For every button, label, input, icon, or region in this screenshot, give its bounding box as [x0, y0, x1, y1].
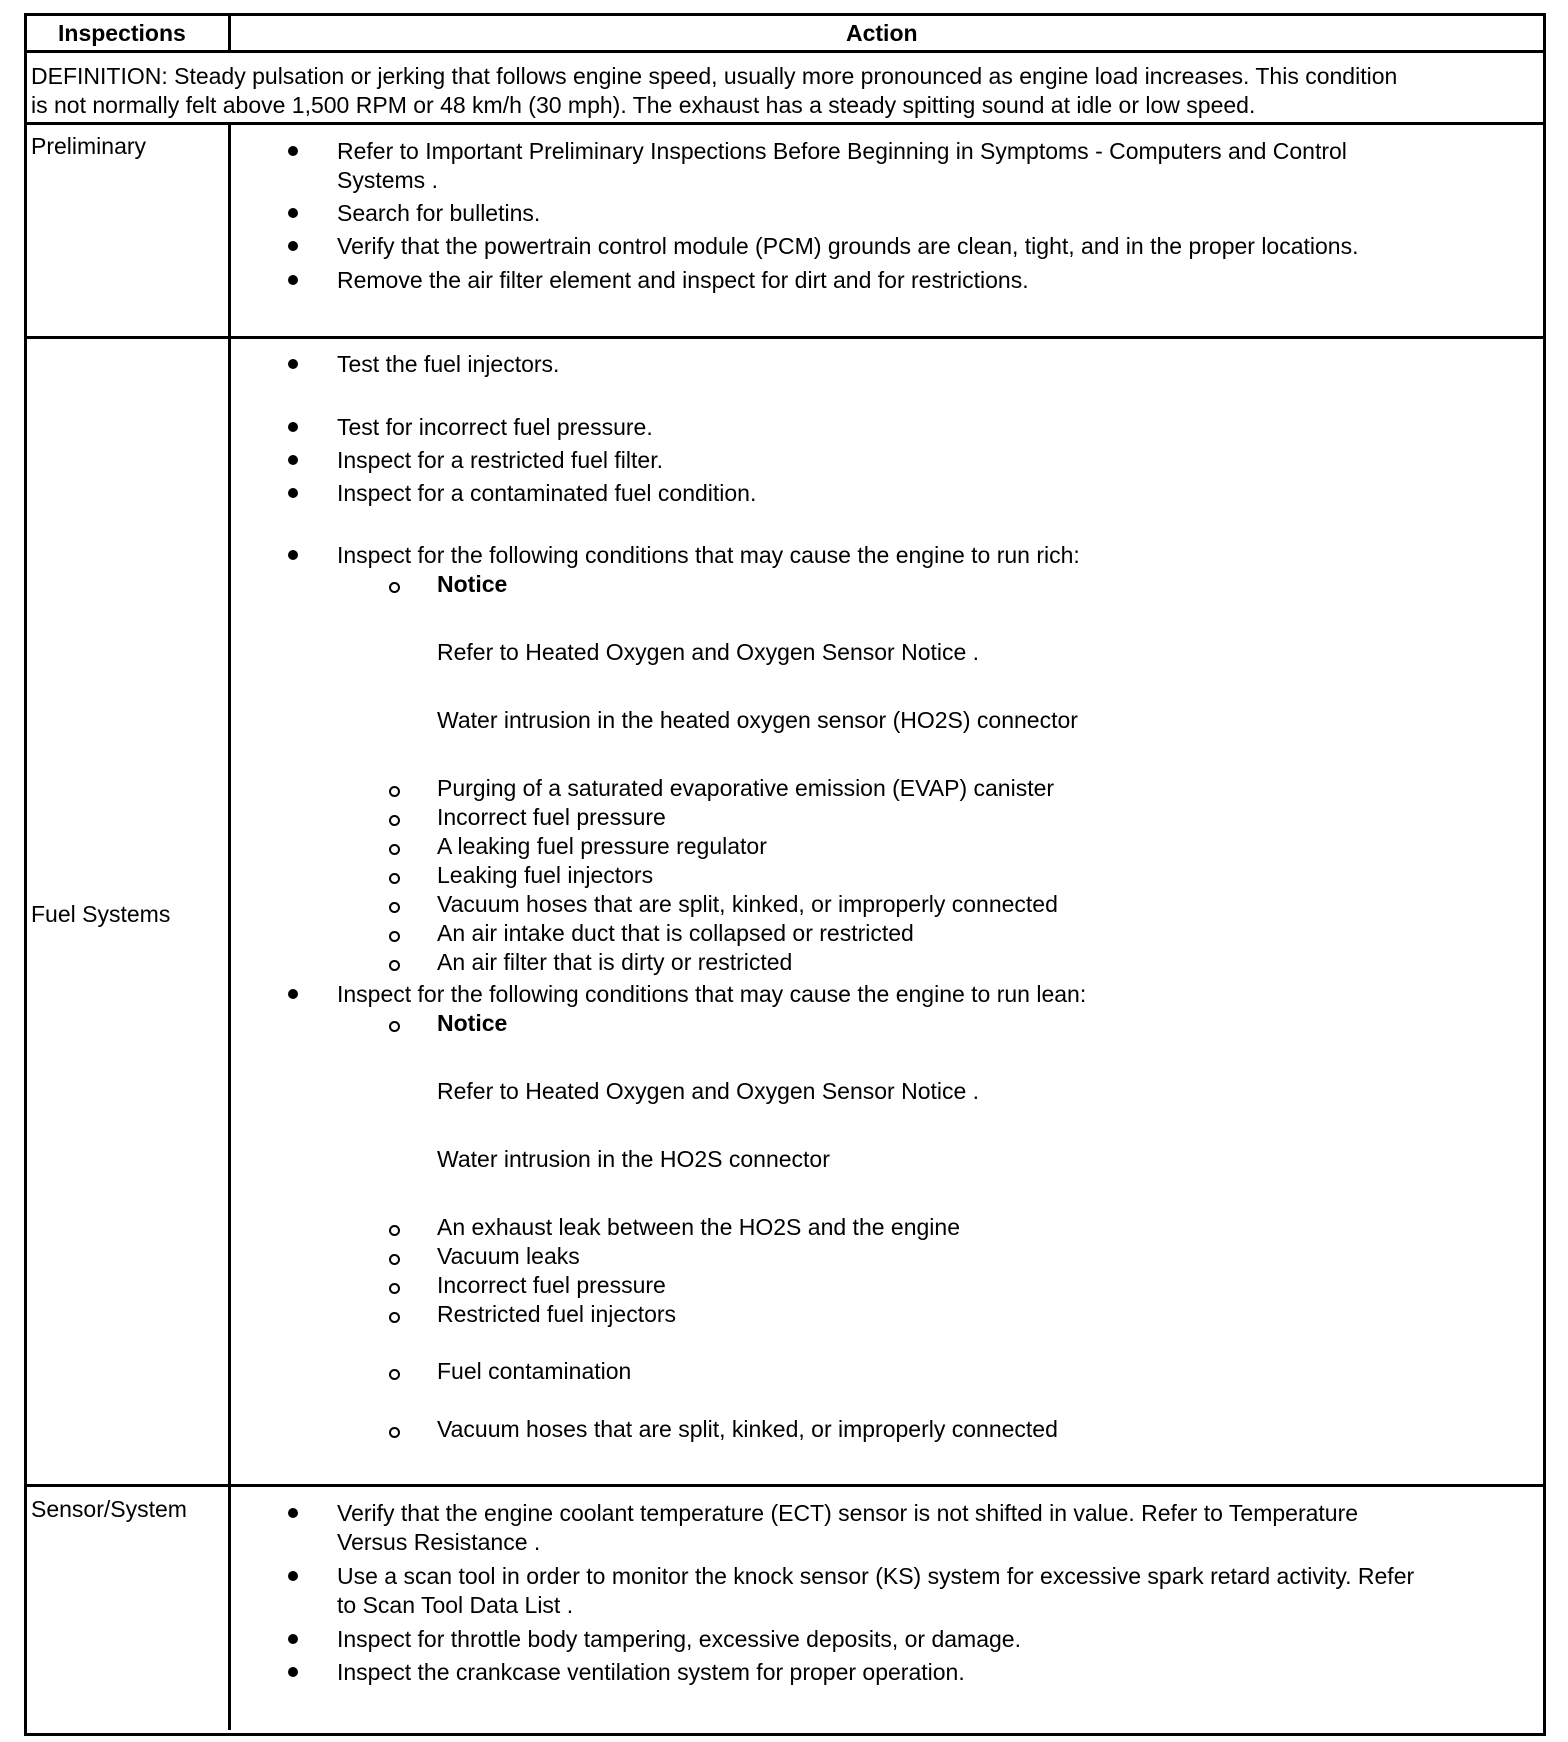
circle-bullet-icon — [389, 902, 400, 913]
bullet-icon — [288, 488, 298, 498]
bullet-icon — [288, 1508, 298, 1518]
list-item: Inspect for the following conditions that may cause the engine to run lean: — [337, 981, 1087, 1007]
circle-bullet-icon — [389, 873, 400, 884]
list-item: An air intake duct that is collapsed or restricted — [437, 920, 914, 946]
circle-bullet-icon — [389, 1283, 400, 1294]
header-action: Action — [846, 20, 918, 46]
notice-text: Water intrusion in the HO2S connector — [437, 1146, 830, 1172]
list-item: Inspect for throttle body tampering, excessive deposits, or damage. — [337, 1626, 1021, 1652]
column-divider — [228, 124, 231, 1730]
list-item: An air filter that is dirty or restricted — [437, 949, 793, 975]
list-item: Inspect for a restricted fuel filter. — [337, 447, 663, 473]
circle-bullet-icon — [389, 931, 400, 942]
list-item: Verify that the powertrain control module (PCM) grounds are clean, tight, and in the proper locations. — [337, 233, 1359, 259]
notice-heading: Notice — [437, 1010, 508, 1036]
list-item: Vacuum leaks — [437, 1243, 580, 1269]
bullet-icon — [288, 1634, 298, 1644]
row-divider — [24, 122, 1543, 125]
circle-bullet-icon — [389, 1312, 400, 1323]
bullet-icon — [288, 208, 298, 218]
bullet-icon — [288, 359, 298, 369]
list-item: Search for bulletins. — [337, 200, 541, 226]
list-item: Incorrect fuel pressure — [437, 1272, 666, 1298]
list-item: Inspect for the following conditions that may cause the engine to run rich: — [337, 542, 1080, 568]
bullet-icon — [288, 146, 298, 156]
notice-heading: Notice — [437, 571, 508, 597]
sensor-system-label: Sensor/System — [31, 1496, 187, 1522]
list-item: Vacuum hoses that are split, kinked, or improperly connected — [437, 891, 1058, 917]
bullet-icon — [288, 1571, 298, 1581]
list-item: to Scan Tool Data List . — [337, 1592, 574, 1618]
list-item: Vacuum hoses that are split, kinked, or improperly connected — [437, 1416, 1058, 1442]
circle-bullet-icon — [389, 1021, 400, 1032]
row-divider — [24, 50, 1543, 53]
bullet-icon — [288, 1667, 298, 1677]
list-item: Refer to Important Preliminary Inspections Before Beginning in Symptoms - Computers and Control — [337, 138, 1347, 164]
circle-bullet-icon — [389, 786, 400, 797]
notice-text: Refer to Heated Oxygen and Oxygen Sensor Notice . — [437, 1078, 980, 1104]
circle-bullet-icon — [389, 1254, 400, 1265]
bullet-icon — [288, 275, 298, 285]
list-item: A leaking fuel pressure regulator — [437, 833, 767, 859]
bullet-icon — [288, 550, 298, 560]
list-item: Incorrect fuel pressure — [437, 804, 666, 830]
fuel-systems-label: Fuel Systems — [31, 901, 171, 927]
notice-text: Water intrusion in the heated oxygen sensor (HO2S) connector — [437, 707, 1078, 733]
bullet-icon — [288, 241, 298, 251]
circle-bullet-icon — [389, 1369, 400, 1380]
list-item: Test for incorrect fuel pressure. — [337, 414, 653, 440]
row-divider — [24, 336, 1543, 339]
notice-text: Refer to Heated Oxygen and Oxygen Sensor Notice . — [437, 639, 980, 665]
list-item: Verify that the engine coolant temperature (ECT) sensor is not shifted in value. Refer to Temperature — [337, 1500, 1359, 1526]
header-inspections: Inspections — [58, 20, 186, 46]
list-item: Remove the air filter element and inspect for dirt and for restrictions. — [337, 267, 1029, 293]
preliminary-label: Preliminary — [31, 133, 147, 159]
list-item: Leaking fuel injectors — [437, 862, 654, 888]
list-item: An exhaust leak between the HO2S and the engine — [437, 1214, 960, 1240]
list-item: Systems . — [337, 167, 438, 193]
definition-line-2: is not normally felt above 1,500 RPM or 48 km/h (30 mph). The exhaust has a steady spitting sound at idle or low speed. — [31, 92, 1256, 118]
list-item: Use a scan tool in order to monitor the knock sensor (KS) system for excessive spark retard activity. Refer — [337, 1563, 1415, 1589]
list-item: Purging of a saturated evaporative emission (EVAP) canister — [437, 775, 1055, 801]
bullet-icon — [288, 989, 298, 999]
list-item: Inspect the crankcase ventilation system for proper operation. — [337, 1659, 965, 1685]
circle-bullet-icon — [389, 960, 400, 971]
bullet-icon — [288, 422, 298, 432]
list-item: Versus Resistance . — [337, 1529, 541, 1555]
column-divider — [228, 13, 231, 51]
circle-bullet-icon — [389, 844, 400, 855]
circle-bullet-icon — [389, 1225, 400, 1236]
circle-bullet-icon — [389, 582, 400, 593]
list-item: Restricted fuel injectors — [437, 1301, 677, 1327]
row-divider — [24, 1484, 1543, 1487]
list-item: Fuel contamination — [437, 1358, 632, 1384]
list-item: Test the fuel injectors. — [337, 351, 560, 377]
circle-bullet-icon — [389, 1427, 400, 1438]
circle-bullet-icon — [389, 815, 400, 826]
definition-line-1: DEFINITION: Steady pulsation or jerking that follows engine speed, usually more pronounced as engine load increases. This condition — [31, 63, 1398, 89]
bullet-icon — [288, 455, 298, 465]
list-item: Inspect for a contaminated fuel condition. — [337, 480, 757, 506]
